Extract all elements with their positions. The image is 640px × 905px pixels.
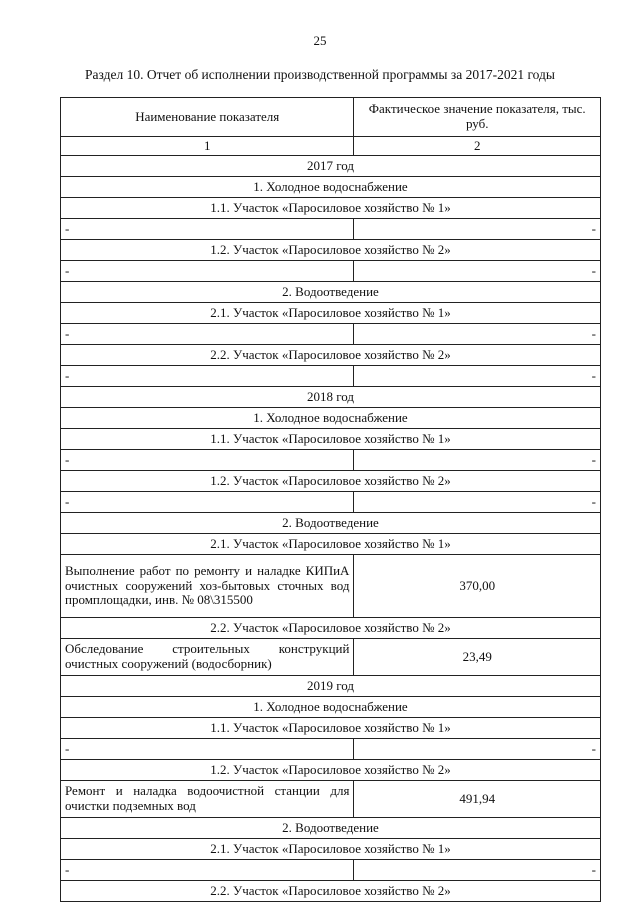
empty-cell: - — [354, 261, 601, 282]
subsection-2019-s1: 2.1. Участок «Паросиловое хозяйство № 1» — [61, 839, 601, 860]
table-row — [61, 860, 601, 881]
item-description: Выполнение работ по ремонту и наладке КИПиА очистных сооружений хоз-бытовых сточных вод промплощадки, инв. № 08\315500 — [61, 555, 354, 618]
section-water-2019: 1. Холодное водоснабжение — [61, 697, 601, 718]
subsection-2018-w1: 1.1. Участок «Паросиловое хозяйство № 1» — [61, 429, 601, 450]
year-row-2019: 2019 год — [61, 676, 601, 697]
table-row — [61, 781, 601, 818]
item-value: 370,00 — [354, 555, 601, 618]
section-sewer-2018: 2. Водоотведение — [61, 513, 601, 534]
empty-cell: - — [61, 860, 354, 881]
empty-cell: - — [61, 261, 354, 282]
section-sewer-2019: 2. Водоотведение — [61, 818, 601, 839]
subsection-2017-w2: 1.2. Участок «Паросиловое хозяйство № 2» — [61, 240, 601, 261]
table-row — [61, 219, 601, 240]
subsection-2017-s1: 2.1. Участок «Паросиловое хозяйство № 1» — [61, 303, 601, 324]
subsection-2018-w2: 1.2. Участок «Паросиловое хозяйство № 2» — [61, 471, 601, 492]
year-row-2017: 2017 год — [61, 156, 601, 177]
subsection-2019-w1: 1.1. Участок «Паросиловое хозяйство № 1» — [61, 718, 601, 739]
year-row-2018: 2018 год — [61, 387, 601, 408]
item-description: Обследование строительных конструкций очистных сооружений (водосборник) — [61, 639, 354, 676]
subsection-2018-s2: 2.2. Участок «Паросиловое хозяйство № 2» — [61, 618, 601, 639]
page-number: 25 — [313, 33, 327, 48]
section-water-2018: 1. Холодное водоснабжение — [61, 408, 601, 429]
empty-cell: - — [354, 219, 601, 240]
header-actual-value: Фактическое значение показателя, тыс. руб. — [354, 98, 601, 137]
empty-cell: - — [61, 366, 354, 387]
empty-cell: - — [354, 366, 601, 387]
empty-cell: - — [354, 492, 601, 513]
empty-cell: - — [61, 219, 354, 240]
report-table — [60, 97, 601, 902]
subsection-2018-s1: 2.1. Участок «Паросиловое хозяйство № 1» — [61, 534, 601, 555]
item-value: 491,94 — [354, 781, 601, 818]
table-row — [61, 366, 601, 387]
subsection-2019-w2: 1.2. Участок «Паросиловое хозяйство № 2» — [61, 760, 601, 781]
section-sewer-2017: 2. Водоотведение — [61, 282, 601, 303]
empty-cell: - — [354, 739, 601, 760]
table-row — [61, 261, 601, 282]
item-description: Ремонт и наладка водоочистной станции для очистки подземных вод — [61, 781, 354, 818]
table-row — [61, 739, 601, 760]
table-row — [61, 492, 601, 513]
item-value: 23,49 — [354, 639, 601, 676]
table-row — [61, 555, 601, 618]
empty-cell: - — [354, 450, 601, 471]
empty-cell: - — [61, 739, 354, 760]
empty-cell: - — [354, 324, 601, 345]
column-number-row — [61, 137, 601, 156]
subsection-2019-s2: 2.2. Участок «Паросиловое хозяйство № 2» — [61, 881, 601, 902]
empty-cell: - — [61, 492, 354, 513]
table-row — [61, 639, 601, 676]
header-row — [61, 98, 601, 137]
header-indicator-name: Наименование показателя — [61, 98, 354, 137]
column-number-1: 1 — [61, 137, 354, 156]
section-water-2017: 1. Холодное водоснабжение — [61, 177, 601, 198]
empty-cell: - — [354, 860, 601, 881]
empty-cell: - — [61, 324, 354, 345]
subsection-2017-s2: 2.2. Участок «Паросиловое хозяйство № 2» — [61, 345, 601, 366]
empty-cell: - — [61, 450, 354, 471]
section-title: Раздел 10. Отчет об исполнении производственной программы за 2017-2021 годы — [85, 67, 555, 82]
subsection-2017-w1: 1.1. Участок «Паросиловое хозяйство № 1» — [61, 198, 601, 219]
table-row — [61, 324, 601, 345]
table-row — [61, 450, 601, 471]
column-number-2: 2 — [354, 137, 601, 156]
